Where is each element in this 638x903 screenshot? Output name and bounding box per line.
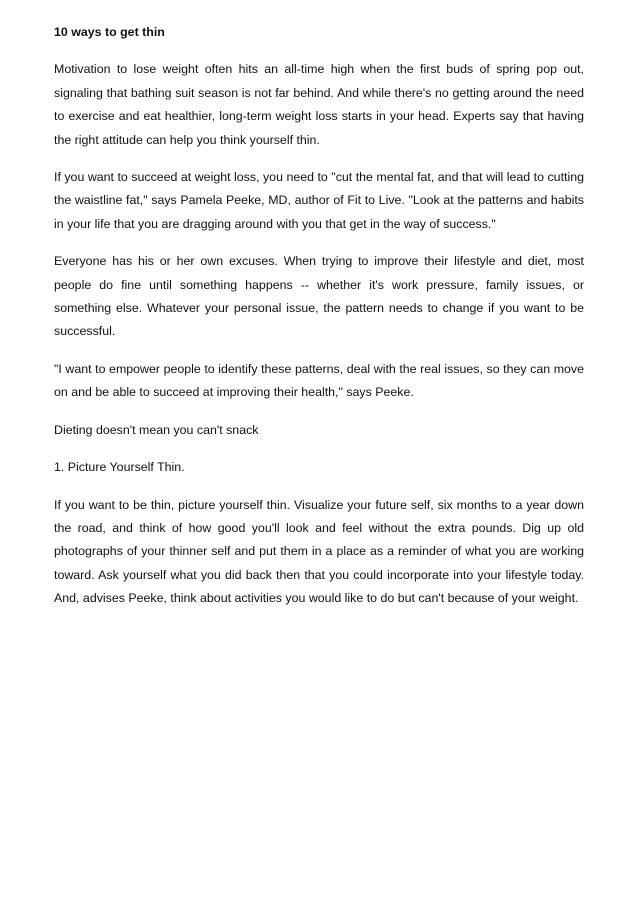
- document-page: [54, 21, 584, 625]
- quote-paragraph: If you want to succeed at weight loss, you need to "cut the mental fat, and that will lead to cutting the waistline fat," says Pamela Peeke, MD, author of Fit to Live. "Look at the patterns and habits in your life that you are dragging around with you that get in the way of success.": [54, 170, 584, 231]
- section-heading: 1. Picture Yourself Thin.: [54, 460, 185, 475]
- excuses-paragraph: Everyone has his or her own excuses. When trying to improve their lifestyle and diet, most people do fine until something happens -- whether it's work pressure, family issues, or something else. Whatever your personal issue, the pattern needs to change if you want to be successful.: [54, 254, 584, 339]
- page-title: 10 ways to get thin: [54, 25, 165, 39]
- section-paragraph: If you want to be thin, picture yourself thin. Visualize your future self, six months to a year down the road, and think of how good you'll look and feel without the extra pounds. Dig up old photographs of your thinner self and put them in a place as a reminder of what you are working toward. Ask yourself what you did back then that you could incorporate into your lifestyle today. And, advises Peeke, think about activities you would like to do but can't because of your weight.: [54, 497, 584, 606]
- snack-subheading: Dieting doesn't mean you can't snack: [54, 422, 259, 437]
- empower-paragraph: "I want to empower people to identify these patterns, deal with the real issues, so they can move on and be able to succeed at improving their health," says Peeke.: [54, 361, 584, 400]
- intro-paragraph: Motivation to lose weight often hits an all-time high when the first buds of spring pop out, signaling that bathing suit season is not far behind. And while there's no getting around the need to exercise and eat healthier, long-term weight loss starts in your head. Experts say that having the right attitude can help you think yourself thin.: [54, 62, 584, 147]
